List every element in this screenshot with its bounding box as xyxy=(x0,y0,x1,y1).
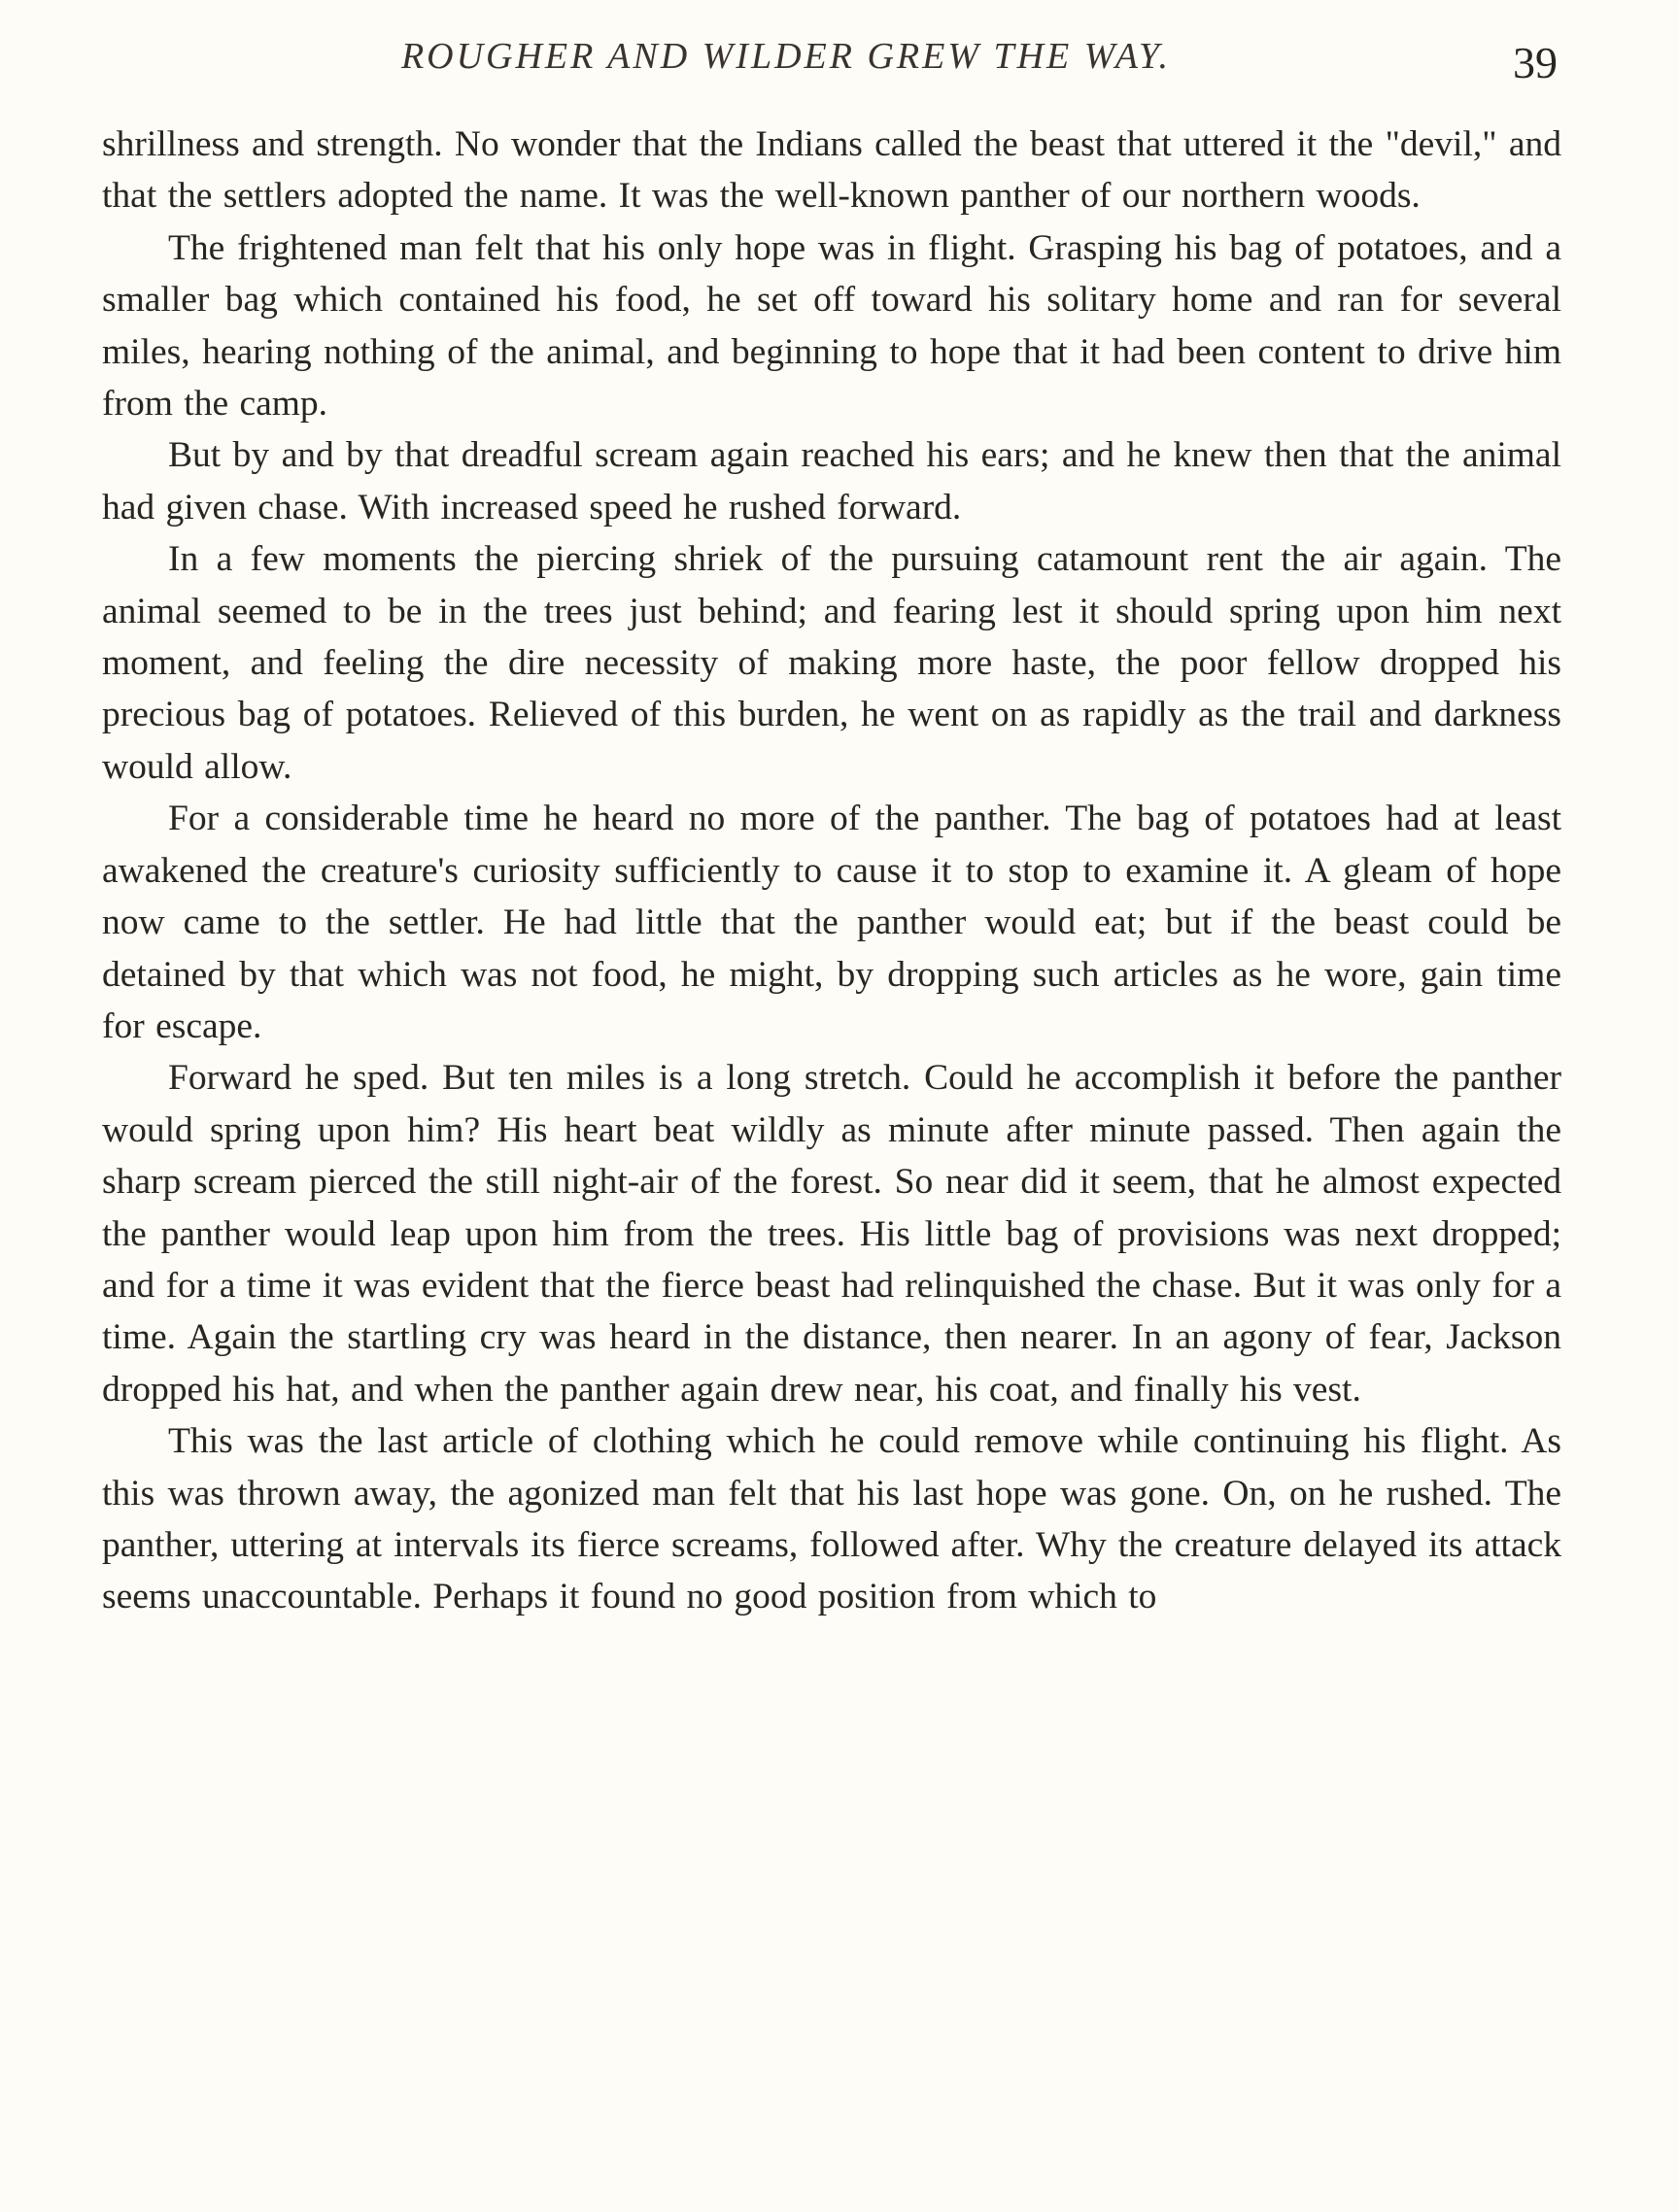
paragraph: But by and by that dreadful scream again reached his ears; and he knew then that the animal had given chase. With increased speed he rushed forward. xyxy=(102,435,1561,527)
paragraph: Forward he sped. But ten miles is a long stretch. Could he accomplish it before the panther would spring upon him? His heart beat wildly as minute after minute passed. Then again the sharp scream pierced the still night-air of the forest. So near did it seem, that he almost expected the panther would leap upon him from the trees. His little bag of provisions was next dropped; and for a time it was evident that the fierce beast had relinquished the chase. But it was only for a time. Again the startling cry was heard in the distance, then nearer. In an agony of fear, Jackson dropped his hat, and when the panther again drew near, his coat, and finally his vest. xyxy=(102,1058,1561,1410)
running-head xyxy=(102,27,1558,95)
page-number: 39 xyxy=(1513,38,1558,87)
body-text xyxy=(102,119,1561,1623)
paragraph: The frightened man felt that his only hope was in flight. Grasping his bag of potatoes, and a smaller bag which contained his food, he set off toward his solitary home and ran for several miles, hearing nothing of the animal, and beginning to hope that it had been content to drive him from the camp. xyxy=(102,227,1561,425)
running-title: ROUGHER AND WILDER GREW THE WAY. xyxy=(400,36,1172,77)
paragraph-continued: shrillness and strength. No wonder that the Indians called the beast that uttered it the "devil," and that the settlers adopted the name. It was the well-known panther of our northern woods. xyxy=(102,124,1561,217)
paragraph: In a few moments the piercing shriek of the pursuing catamount rent the air again. The animal seemed to be in the trees just behind; and fearing lest it should spring upon him next moment, and feeling the dire necessity of making more haste, the poor fellow dropped his precious bag of potatoes. Relieved of this burden, he went on as rapidly as the trail and darkness would allow. xyxy=(102,539,1561,787)
paragraph: This was the last article of clothing which he could remove while continuing his flight. As this was thrown away, the agonized man felt that his last hope was gone. On, on he rushed. The panther, uttering at intervals its fierce screams, followed after. Why the creature delayed its attack seems unaccountable. Perhaps it found no good position from which to xyxy=(102,1421,1561,1617)
paragraph: For a considerable time he heard no more of the panther. The bag of potatoes had at least awakened the creature's curiosity sufficiently to cause it to stop to examine it. A gleam of hope now came to the settler. He had little that the panther would eat; but if the beast could be detained by that which was not food, he might, by dropping such articles as he wore, gain time for escape. xyxy=(102,799,1561,1046)
